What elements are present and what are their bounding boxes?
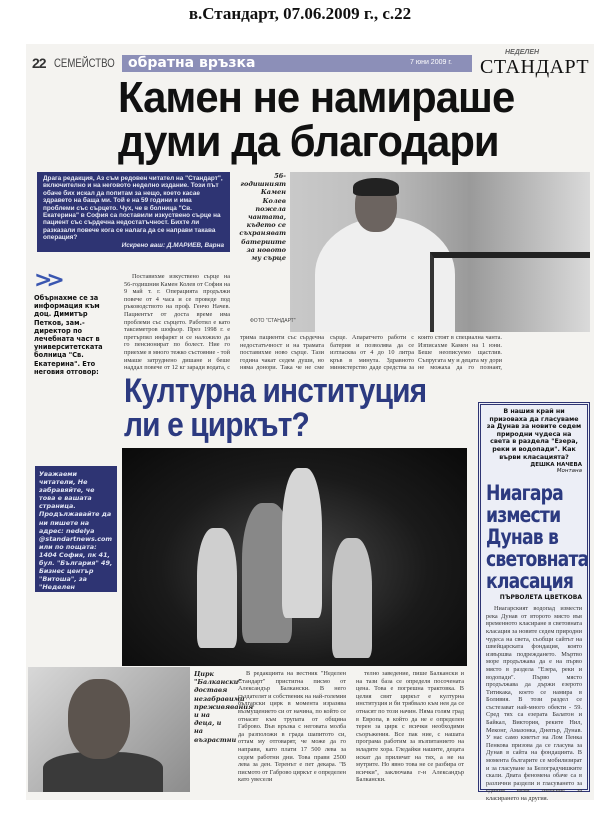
sidebar-headline: Ниагара измести Дунав в световната класация	[486, 481, 589, 594]
logo-subtitle: НЕДЕЛЕН	[505, 49, 540, 56]
reader-contact-box: Уважаеми читатели, Не забравяйте, че това е вашата страница. Продължавайте да ни пишете на адрес: nedelya @standartnews.com или по пощата: 1404 София, пк 41, бул. "България" 49, Бизнес център "Витоша", за "Неделен	[35, 466, 117, 592]
question-author: ДЕШКА НАЧЕВА	[530, 462, 582, 469]
issue-date: 7 юни 2009 г.	[410, 59, 452, 66]
article1-intro: Обърнахме се за информация към доц. Димитър Петков, зам.-директор по лечебната част в университетската болница "Св. Екатерина". Ето неговия отговор:	[34, 294, 103, 376]
circus-owner-photo	[28, 667, 190, 792]
headline-line2: ли е циркът?	[124, 406, 309, 444]
article1-column: сърце. Апаратчето работи с батерия и позволява да се изтласква от 4 до 10 литра кръв в минута. Здравното министерство даде средства за	[330, 334, 414, 372]
article2-column: телно заведение, пише Балкански и на тази база се определя посочената цена. Това е погрешна трактовка. В целия свят циркът е културна институция и би трябвало към нея да се отнасят по този начин. Няма голям град в Европа, в който да не е определен терен за цирк с всички необходими съоръжения. Все пак ние, с нашата програма работим за възпитанието на младите хора. Гледайки нашите, децата искат да приличат на тях, а не на мутрите. Но явно това не се разбира от всички", заключава г-н Александър Балкански.	[356, 670, 464, 784]
article2-column: В редакцията на вестник "Неделен Стандарт" пристигна писмо от Александър Балкански. В него създателят и собственик на най-големия български цирк в момента изразява възмущението си от начина, по който се отнасят към трупата от община Габрово. Във връзка с неговата молба да разположи в града шапитото си, оттам му отговарят, че може да го направи, като плати 17 500 лева за седем работни дни. Това прави 2500 лева за ден. Теренът е пет декара. "В писмото от Габрово циркът е определен като увесели	[238, 670, 346, 784]
article1-column: трима пациенти със сърдечна недостатъчност и на трамата поставихме ново сърце. Тази година чакат седем души, но нямa донори. Така че не сме	[240, 334, 324, 372]
section-name: СЕМЕЙСТВО	[54, 56, 115, 70]
reader-letter	[37, 172, 230, 252]
page-number: 22	[32, 55, 46, 71]
photo-credit: ФОТО "СТАНДАРТ"	[250, 318, 296, 324]
article2-headline	[124, 374, 426, 442]
newspaper-logo: СТАНДАРТ	[480, 56, 590, 78]
sidebar-byline: ПЪРВОЛЕТА ЦВЕТКОВА	[499, 594, 582, 602]
citation: в.Стандарт, 07.06.2009 г., с.22	[188, 4, 412, 23]
article1-headline	[118, 73, 515, 166]
rubric-label: обратна връзка	[128, 55, 256, 71]
circus-photo	[122, 448, 467, 666]
sidebar-question: В нашия край ни призоваха да гласуваме за Дунав за новите седем природни чудеса на света в раздела "Езера, реки и водопади". Как върви класацията?	[486, 408, 582, 461]
patient-photo	[290, 172, 590, 332]
sidebar-body: Ниагарският водопад измести река Дунав от второто място във временното класиране в световната класация за новите седем природни чудеса на света, съобщи сайтът на швейцарската фондация, която извършва подреждането. Мъртво море продължава да е на първо място в раздела "Езера, реки и водопади". Първо място продължава да държи езерото Титикака, което се намира в Боливия. В този раздел се състезават най-много обекти - 59. Сред тях са езерата Балатон и Байкал, Виктория, реките Нил, Меконг, Амазонка, Днепър, Дунав. У нас само кметът на Лом Пенка Пенкова призова да се гласува за Дунав в сайта на фондацията. В момента българите се мобилизират и за гласуване за Белоградчишките скали. Двата феномена обаче са в различни раздели и гласуването за единия няма значение за класирането на другия.	[486, 605, 582, 802]
double-arrow-icon: >>	[34, 268, 59, 293]
circus-photo-caption: Цирк "Балкански" доставя незабравими преживявания и на деца, и на възрастни	[194, 670, 254, 744]
headline-line1: Културна институция	[124, 372, 427, 410]
letter-text: Драга редакция, Аз съм редовен читател на "Стандарт", включително и на неговото неделно издание. Този път обаче бих искал да попитам за нещо, което касае здравето на баща ми. Той е на 59 години и има проблеми със сърцето. Чух, че в болница "Св. Екатерина" в София са поставили изкуствено сърце на пациент със сърдечна недостатъчност. Бихте ли разказали повече кога се налага да се направи такава операция?	[43, 175, 223, 242]
headline-line1: Камен не намираше	[118, 73, 515, 122]
article1-column: които стоят в специална чанта. Изписахме Камен на 1 юни. Беше неописуемо щастлив. Съпругата му и децата му дори не можаха да го познаят,	[418, 334, 502, 372]
article1-column: Поставихме изкуствено сърце на 56-годишния Камен Колев от София на 9 май т. г. Операцията продължи повече от 4 часа и се проведе под ръководството на проф. Генчо Начев. Пациентът от доста време има проблеми със сърцето. Работил е като таксиметров шофьор. През 1998 г. е претърпял инфаркт и се наложило да го пенсионират по болест. Ние го приехме в много тежко състояние - той имаше затруднено дишане и беше наддал повече от 12 кг заради водата, с	[124, 273, 230, 371]
question-city: Монтана	[556, 468, 582, 475]
photo-caption: 56-годишният Камен Колев пожела чантата, където се съхраняват батериите за новото му сърце	[239, 172, 286, 263]
letter-signature: Искрено ваш: Д.МАРИЕВ, Варна	[121, 241, 224, 249]
headline-line2: думи да благодари	[118, 117, 499, 166]
article1-column	[506, 334, 590, 372]
sidebar-box	[478, 402, 590, 802]
